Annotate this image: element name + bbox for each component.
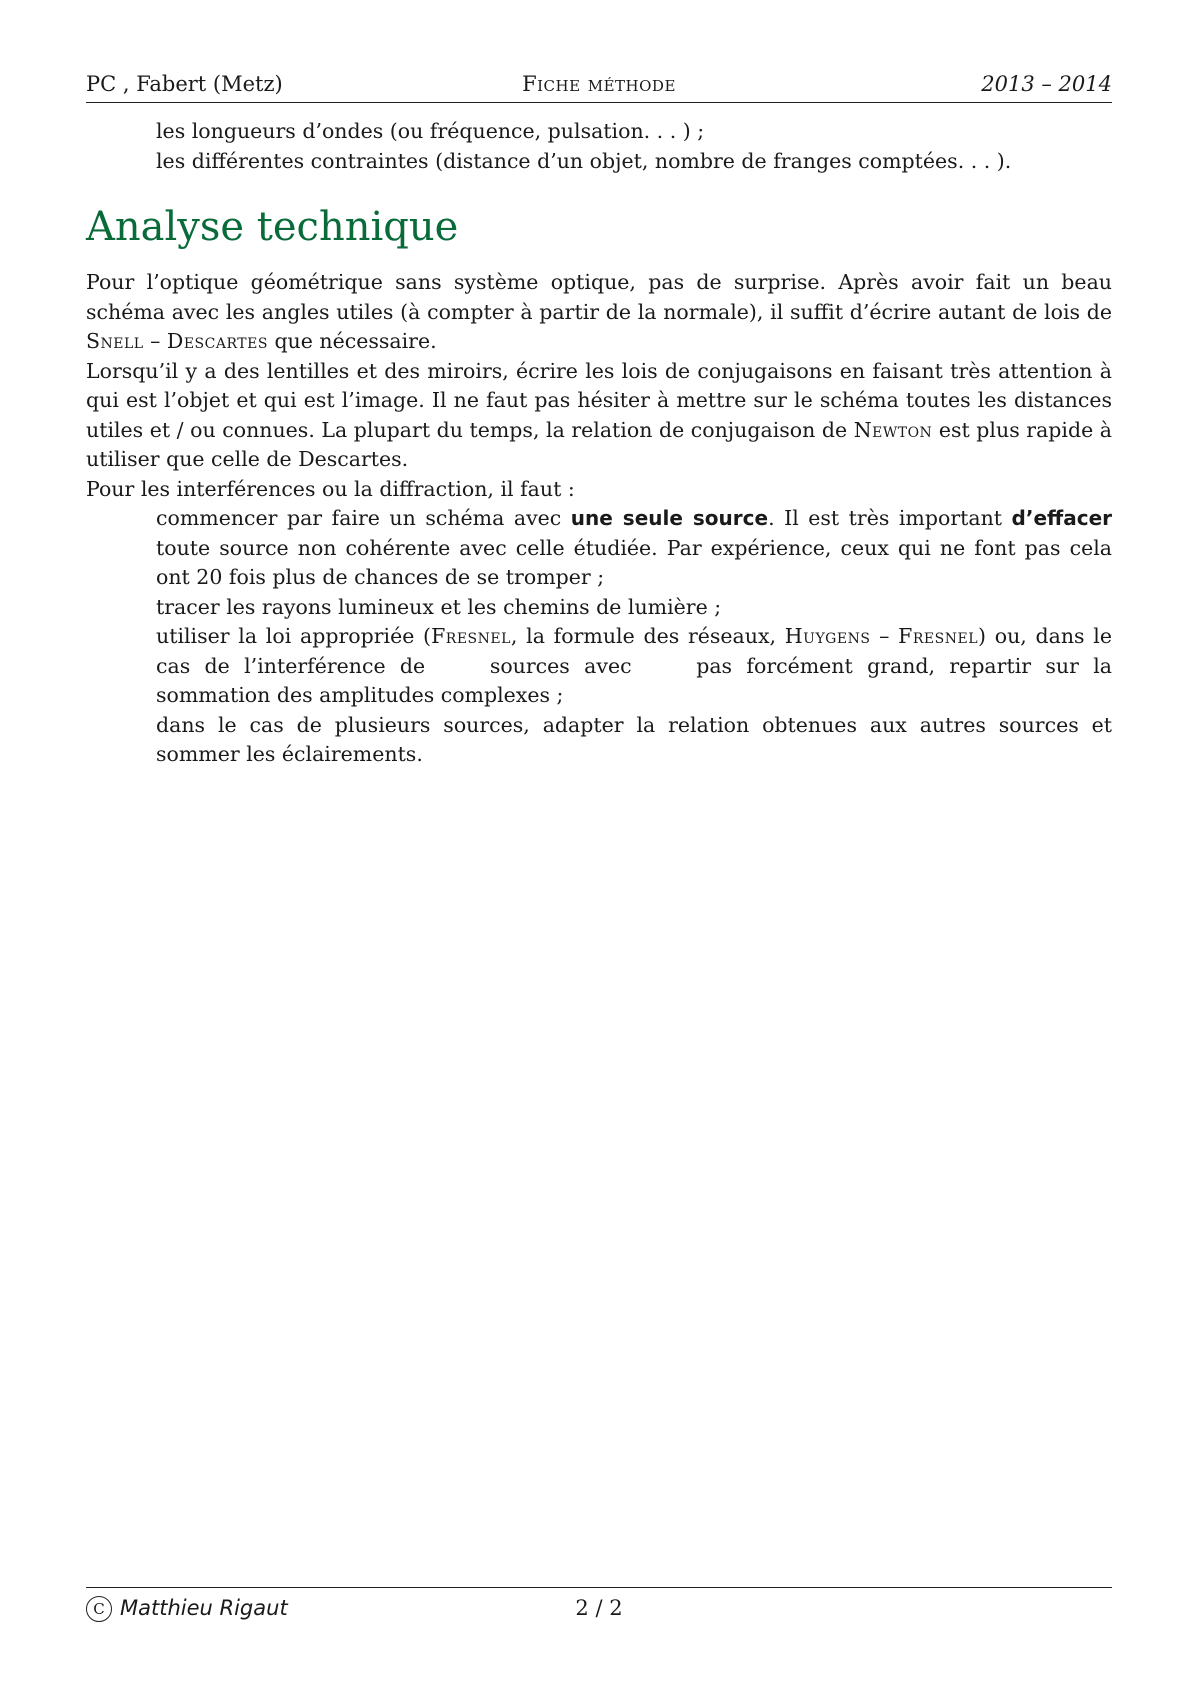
list-item: tracer les rayons lumineux et les chemins de lumière ; bbox=[156, 594, 722, 619]
page-header bbox=[86, 70, 1112, 103]
footer-author: Matthieu Rigaut bbox=[120, 1596, 288, 1620]
item3-name-fresnel-2: Fresnel bbox=[898, 624, 978, 648]
paragraph-interferences: Pour les interférences ou la diffraction, il faut : bbox=[86, 476, 575, 501]
para2-text: Lorsqu’il y a des lentilles et des miroirs, écrire les lois de conjugaisons en faisant très attention à qui est l’objet et qui est l’image. Il ne faut pas hésiter à mettre sur le schéma toutes les distances utiles et / ou connues. La plupart du temps, la relation de conjugaison de bbox=[86, 358, 1112, 442]
item3-a: utiliser la loi appropriée ( bbox=[156, 624, 432, 648]
item3-name-fresnel: Fresnel bbox=[431, 624, 511, 648]
item1-b: . Il est très important bbox=[768, 506, 1012, 530]
item1-bold-effacer: d’effacer bbox=[1011, 506, 1113, 530]
para1-text: Pour l’optique géométrique sans système optique, pas de surprise. Après avoir fait un beau schéma avec les angles utiles (à compter à partir de la normale), il suffit d’écrire autant de lois de bbox=[86, 270, 1112, 324]
header-right: 2013 – 2014 bbox=[981, 72, 1112, 96]
paragraph-optique-geometrique bbox=[86, 268, 1112, 357]
item3-sep: – bbox=[870, 624, 899, 648]
paragraph-lentilles bbox=[86, 357, 1112, 475]
item1-bold-source: une seule source bbox=[570, 506, 769, 530]
list-item bbox=[156, 622, 1112, 711]
page-content bbox=[86, 117, 1112, 770]
item1-c: toute source non cohérente avec celle étudiée. Par expérience, ceux qui ne font pas cela ont 20 fois plus de chances de se tromper ; bbox=[156, 535, 1112, 589]
item1-a: commencer par faire un schéma avec bbox=[156, 506, 571, 530]
header-left: PC , Fabert (Metz) bbox=[86, 72, 283, 96]
item3-b: , la formule des réseaux, bbox=[510, 624, 785, 648]
para1-name-snell: Snell bbox=[86, 329, 144, 353]
item3-c: ) ou, dans le cas de l’interférence de bbox=[156, 624, 1112, 678]
list-item bbox=[156, 504, 1112, 593]
list-item: dans le cas de plusieurs sources, adapter la relation obtenues aux autres sources et sommer les éclairements. bbox=[156, 712, 1112, 766]
copyright-icon: C bbox=[86, 1596, 112, 1622]
item3-name-huygens: Huygens bbox=[784, 624, 871, 648]
section-title: Analyse technique bbox=[86, 204, 459, 250]
para1-name-descartes: Descartes bbox=[166, 329, 268, 353]
para1-sep: – bbox=[143, 329, 167, 353]
item3-e: pas forcément grand, repartir sur la sommation des amplitudes complexes ; bbox=[156, 653, 1112, 707]
header-center: Fiche méthode bbox=[522, 72, 676, 96]
para1-end: que nécessaire. bbox=[267, 329, 437, 353]
item3-d: sources avec bbox=[475, 653, 646, 678]
para2-end: est plus rapide à utiliser que celle de Descartes. bbox=[86, 417, 1113, 471]
page-footer bbox=[86, 1587, 1112, 1628]
top-line-2: les différentes contraintes (distance d’un objet, nombre de franges comptées. . . ). bbox=[156, 148, 1012, 173]
page-number: 2 / 2 bbox=[575, 1596, 623, 1620]
para2-name-newton: Newton bbox=[853, 417, 933, 442]
top-line-1: les longueurs d’ondes (ou fréquence, pulsation. . . ) ; bbox=[156, 119, 705, 143]
